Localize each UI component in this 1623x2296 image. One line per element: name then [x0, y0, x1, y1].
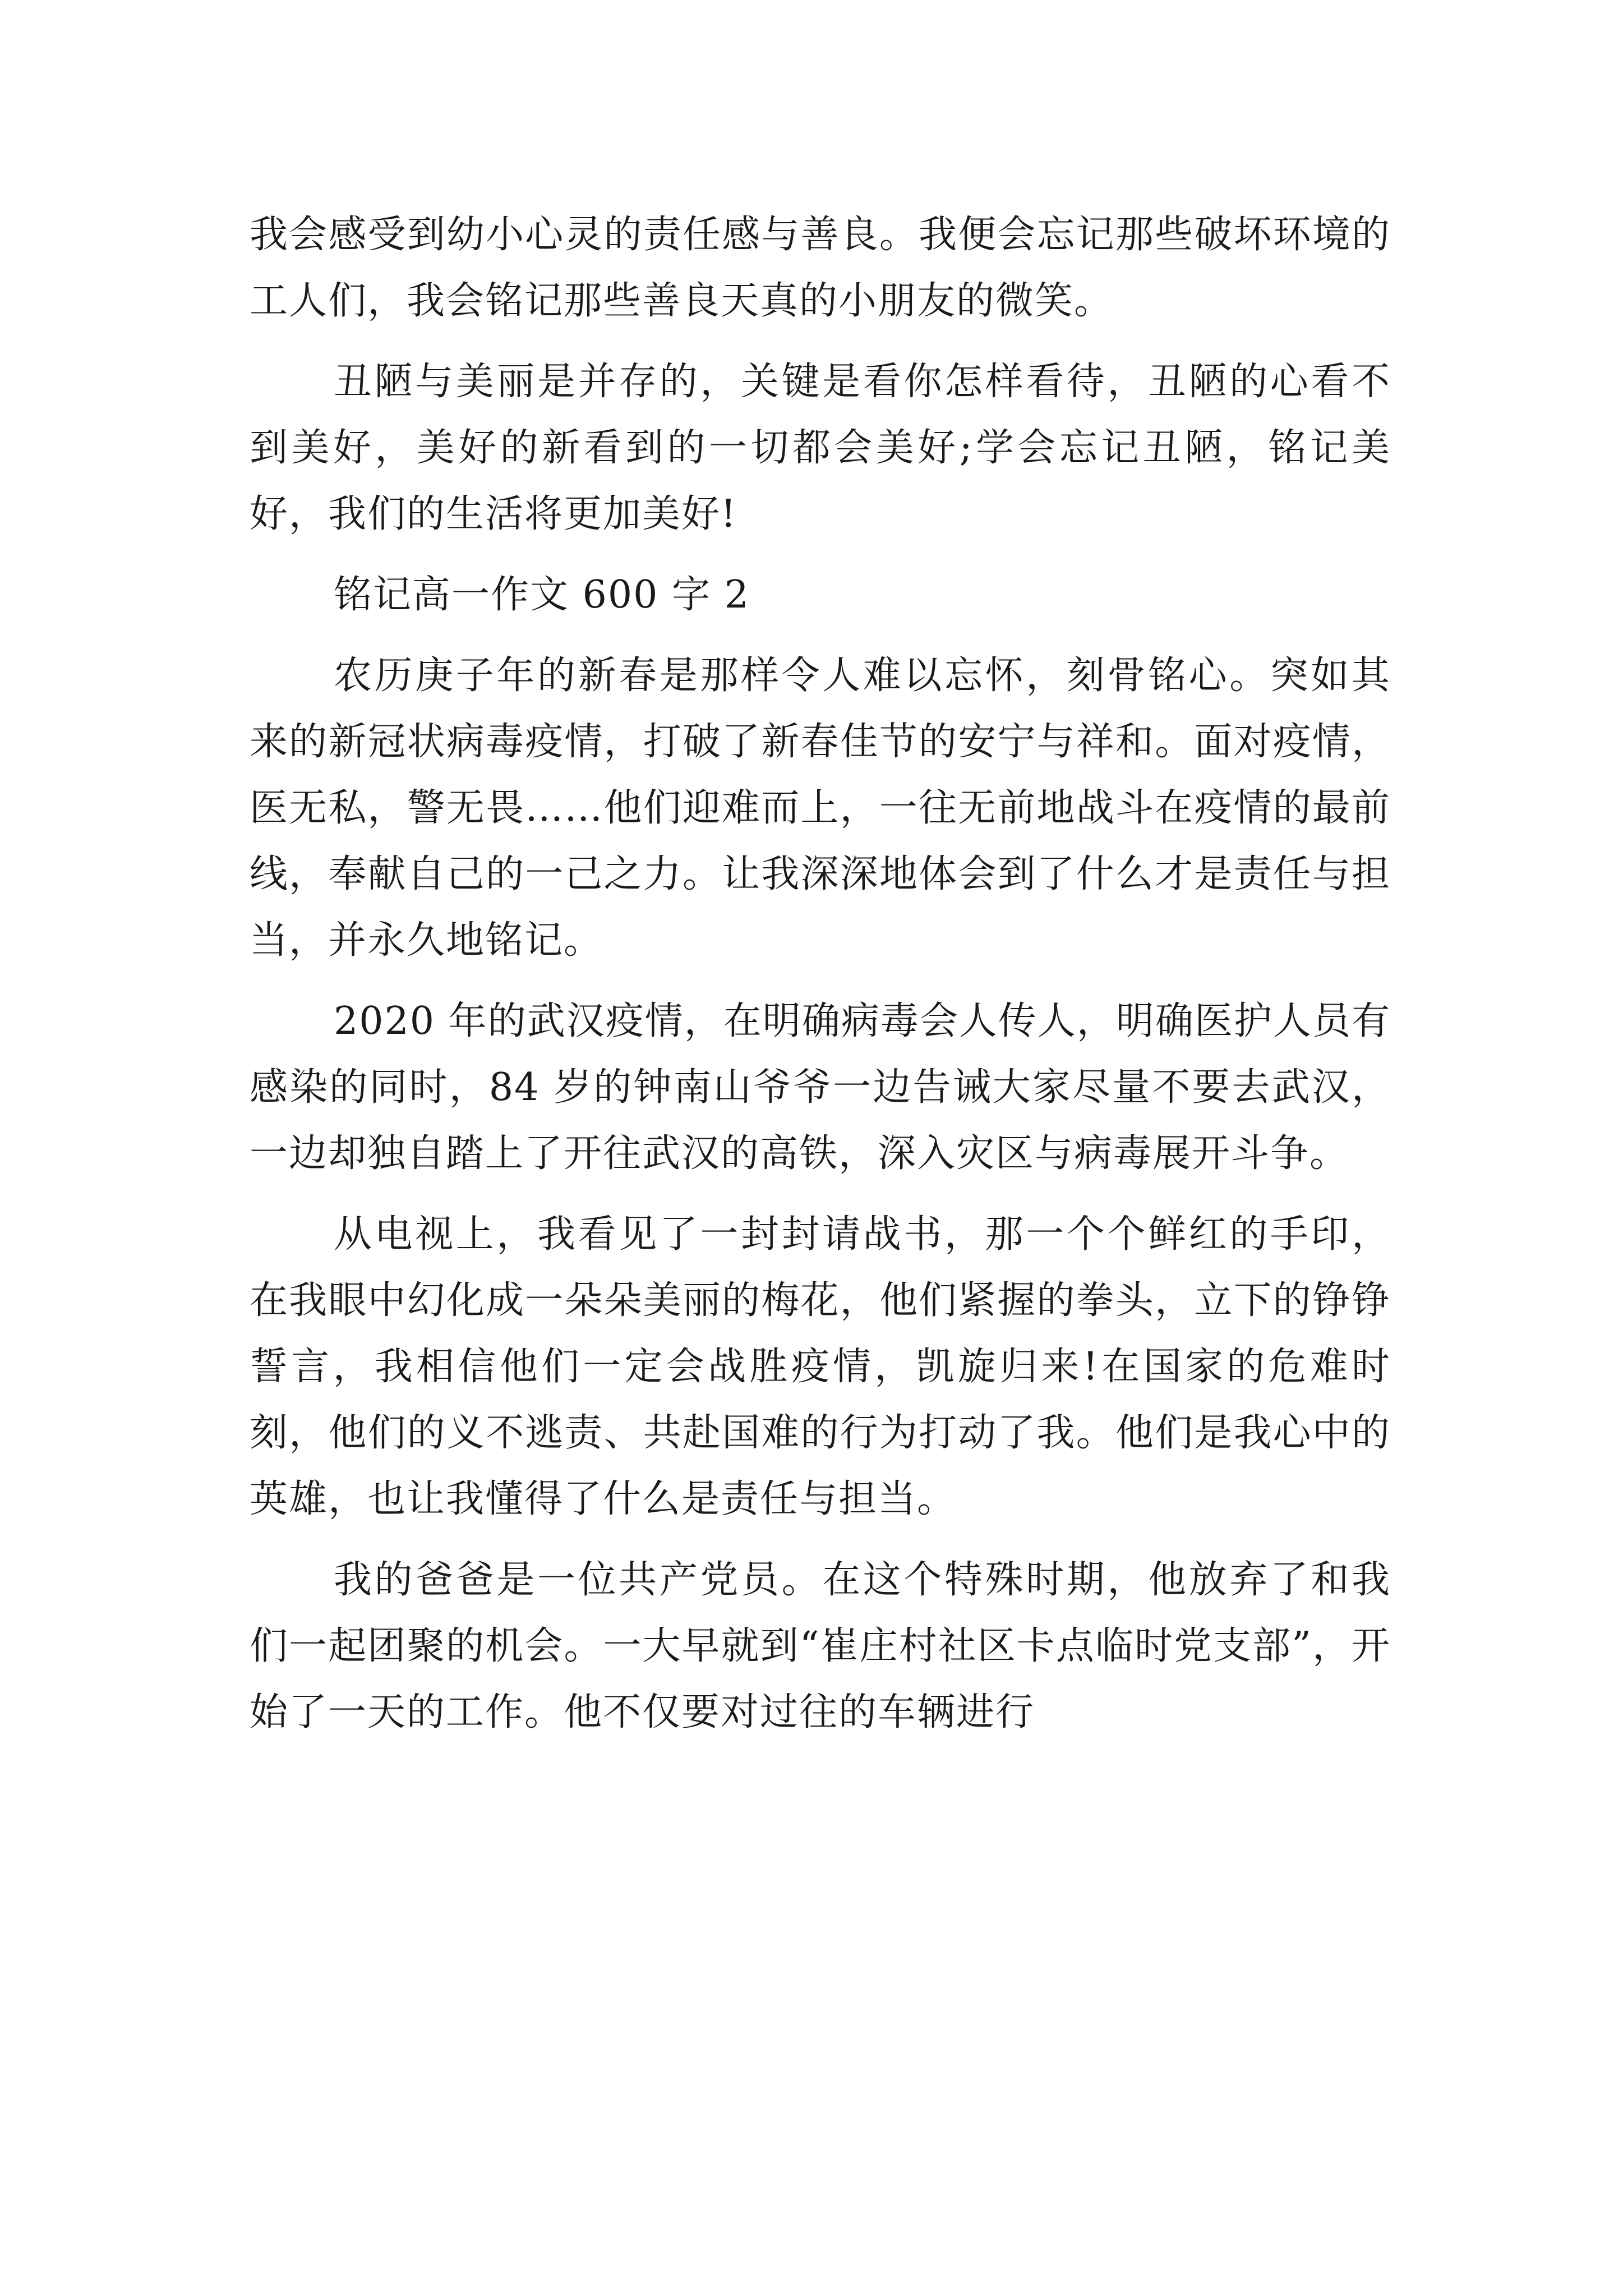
section-heading: 铭记高一作文 600 字 2	[334, 573, 750, 617]
paragraph: 我的爸爸是一位共产党员。在这个特殊时期，他放弃了和我们一起团聚的机会。一大早就到“崔庄村社区卡点临时党支部”，开始了一天的工作。他不仅要对过往的车辆进行	[250, 1558, 1391, 1734]
document-body	[250, 202, 1391, 1746]
paragraph: 农历庚子年的新春是那样令人难以忘怀，刻骨铭心。突如其来的新冠状病毒疫情，打破了新春佳节的安宁与祥和。面对疫情，医无私，警无畏……他们迎难而上，一往无前地战斗在疫情的最前线，奉献自己的一己之力。让我深深地体会到了什么才是责任与担当，并永久地铭记。	[250, 654, 1391, 963]
paragraph: 我会感受到幼小心灵的责任感与善良。我便会忘记那些破坏环境的工人们，我会铭记那些善良天真的小朋友的微笑。	[250, 213, 1391, 323]
paragraph: 从电视上，我看见了一封封请战书，那一个个鲜红的手印，在我眼中幻化成一朵朵美丽的梅花，他们紧握的拳头，立下的铮铮誓言，我相信他们一定会战胜疫情，凯旋归来!在国家的危难时刻，他们的义不逃责、共赴国难的行为打动了我。他们是我心中的英雄，也让我懂得了什么是责任与担当。	[250, 1212, 1391, 1521]
paragraph: 丑陋与美丽是并存的，关键是看你怎样看待，丑陋的心看不到美好，美好的新看到的一切都会美好;学会忘记丑陋，铭记美好，我们的生活将更加美好!	[250, 360, 1391, 536]
paragraph: 2020 年的武汉疫情，在明确病毒会人传人，明确医护人员有感染的同时，84 岁的钟南山爷爷一边告诫大家尽量不要去武汉，一边却独自踏上了开往武汉的高铁，深入灾区与病毒展开斗争。	[250, 999, 1391, 1176]
